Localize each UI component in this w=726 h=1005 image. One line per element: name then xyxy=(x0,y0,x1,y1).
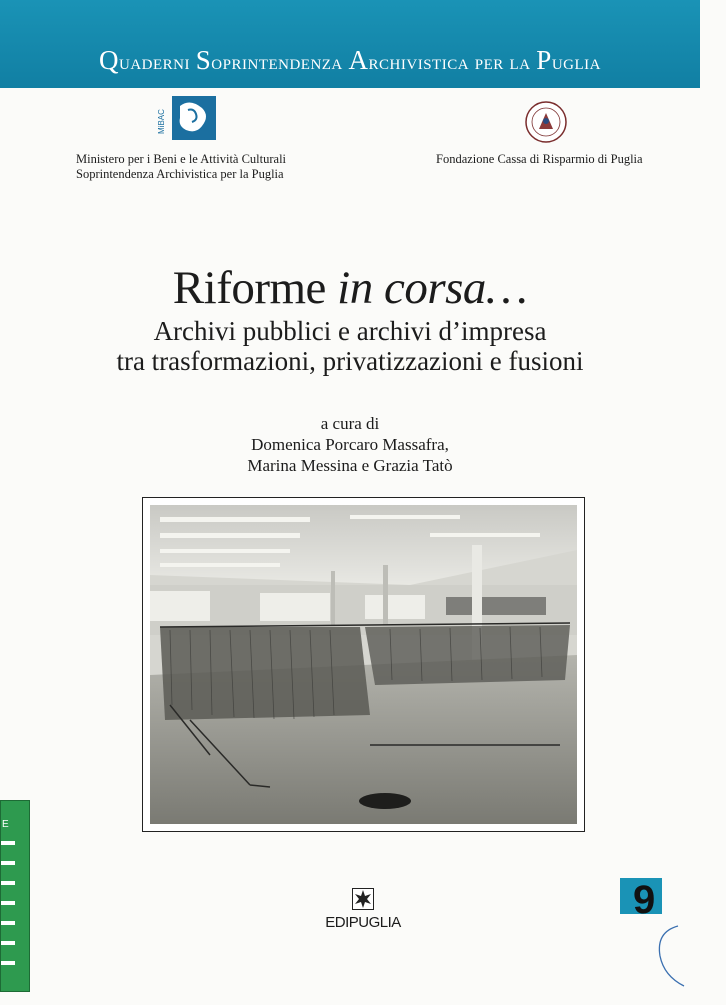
foundation-sponsor: Fondazione Cassa di Risparmio di Puglia xyxy=(436,152,643,166)
publisher-star-icon xyxy=(352,888,374,910)
factory-clothing-racks-photo xyxy=(150,505,577,824)
volume-number: 9 xyxy=(633,878,656,922)
library-barcode-label xyxy=(0,800,30,992)
mibac-logo xyxy=(158,96,216,142)
pen-scribble-mark xyxy=(640,920,700,1000)
fondazione-seal-logo xyxy=(525,101,567,143)
book-subtitle: Archivi pubblici e archivi d’impresa tra trasformazioni, privatizzazioni e fusioni xyxy=(116,316,584,376)
book-title: Riforme in corsa… xyxy=(172,262,528,314)
series-title: Quaderni Soprintendenza Archivistica per la Puglia xyxy=(99,45,601,75)
cover-photo-frame xyxy=(142,497,585,832)
svg-text:MiBAC: MiBAC xyxy=(157,109,166,134)
editors-block: a cura di Domenica Porcaro Massafra, Marina Messina e Grazia Tatò xyxy=(247,414,453,475)
publisher-name: EDIPUGLIA xyxy=(325,914,401,931)
ministry-sponsor: Ministero per i Beni e le Attività Culturali Soprintendenza Archivistica per la Puglia xyxy=(76,152,287,181)
label-letter: E xyxy=(2,819,9,830)
